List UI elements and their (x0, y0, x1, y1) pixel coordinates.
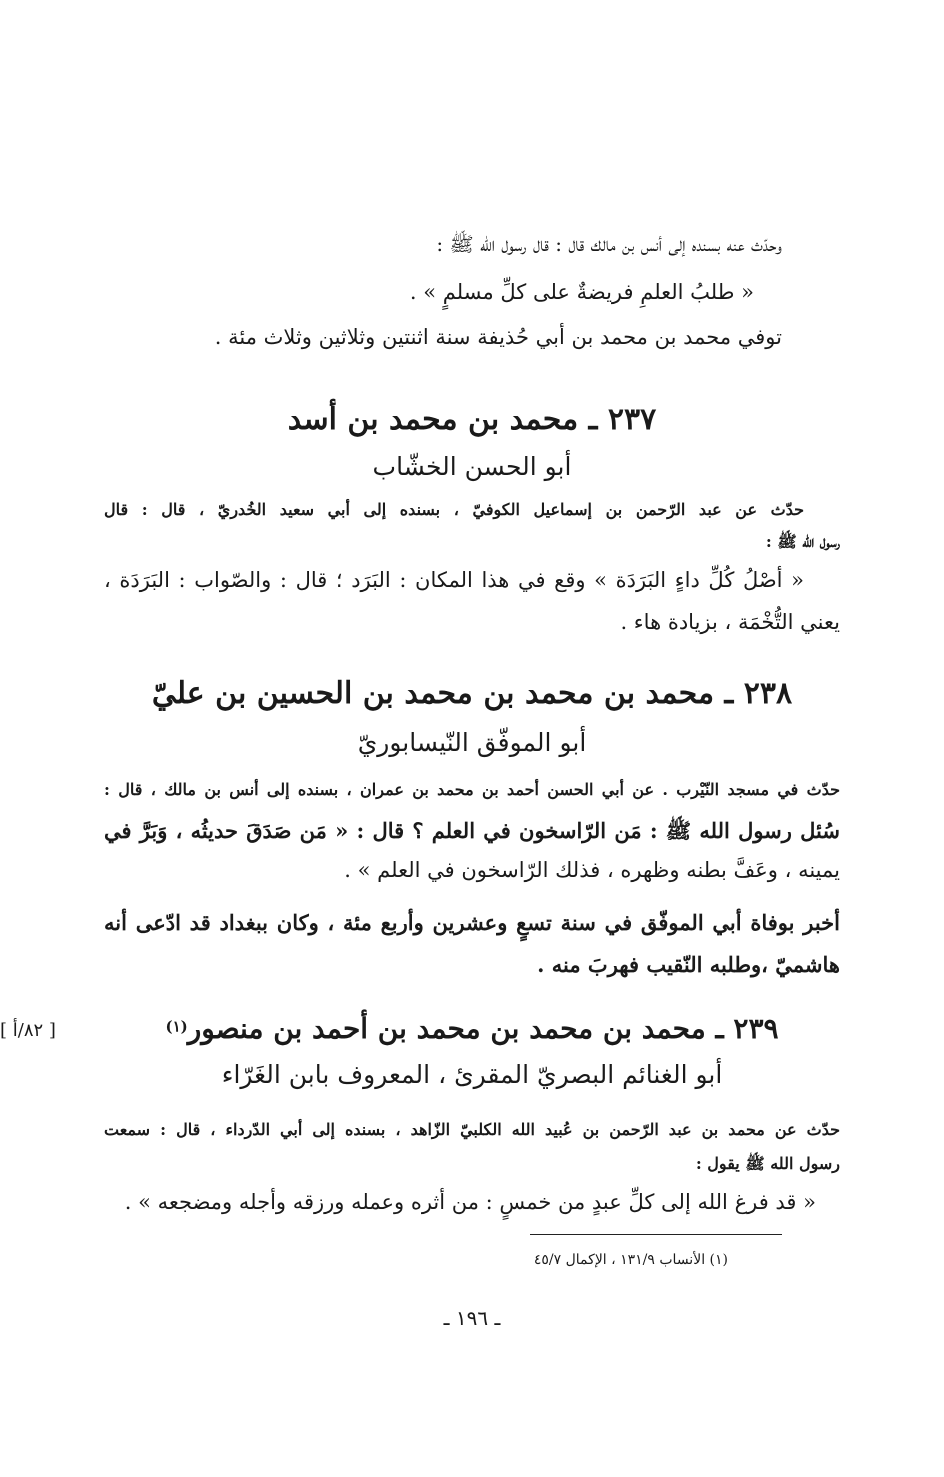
entry-238-heading: ٢٣٨ ـ محمد بن محمد بن محمد بن الحسين بن عليّ (151, 676, 793, 711)
footnote-text: (١) الأنساب ١٣١/٩ ، الإكمال ٤٥/٧ (533, 1252, 728, 1268)
entry-237-line-2: رسول الله ﷺ : (765, 532, 840, 551)
footnote-marker: (١) (165, 1017, 188, 1036)
entry-239-kunya: أبو الغنائم البصريّ المقرئ ، المعروف بابن الغَرّاء (221, 1060, 723, 1089)
entry-238-line-2: سُئل رسول الله ﷺ : مَن الرّاسخون في العلم ؟ قال : « مَن صَدَقَ حديثُه ، وَبَرَّ في (104, 818, 840, 843)
entry-237-line-4: يعني التُّخْمَة ، بزيادة هاء . (620, 610, 840, 634)
entry-237-line-1: حدّث عن عبد الرّحمن بن إسماعيل الكوفيّ ، بسنده إلى أبي سعيد الخُدريّ ، قال : قال (104, 500, 804, 519)
entry-238-line-1: حدّث في مسجد النّيْرب . عن أبي الحسن أحمد بن محمد بن عمران ، بسنده إلى أنس بن مالك ، قال : (104, 780, 840, 799)
footnote-separator (530, 1234, 782, 1235)
entry-238-line-4: أخبر بوفاة أبي الموفّق في سنة تسعٍ وعشرين وأربع مئة ، وكان ببغداد قد ادّعى أنه (104, 910, 840, 935)
entry-239-heading: ٢٣٩ ـ محمد بن محمد بن محمد بن أحمد بن منصور (187, 1012, 779, 1045)
entry-238-kunya: أبو الموفّق النّيسابوريّ (357, 728, 587, 757)
entry-238-line-3: يمينه ، وعَفَّ بطنه وظهره ، فذلك الرّاسخون في العلم » . (344, 858, 840, 882)
prev-entry-death-note: توفي محمد بن محمد بن أبي حُذيفة سنة اثنتين وثلاثين وثلاث مئة . (214, 325, 782, 349)
page-number: ـ ١٩٦ ـ (443, 1306, 501, 1330)
entry-237-hadith: « أصْلُ كُلِّ داءٍ البَرَدَة » وقع في هذا المكان : البَرَد ؛ قال : والصّواب : البَرَدَة ، (104, 568, 804, 592)
entry-239-hadith: « قد فرغ الله إلى كلِّ عبدٍ من خمسٍ : من أثره وعمله ورزقه وأجله ومضجعه » . (124, 1190, 816, 1214)
entry-239-line-2: رسول الله ﷺ يقول : (695, 1154, 840, 1173)
entry-238-line-5: هاشميّ ،وطلبه النّقيب فهربَ منه . (537, 952, 840, 977)
folio-marker: [ ٨٢/أ ] (0, 1020, 56, 1041)
entry-237-kunya: أبو الحسن الخشّاب (372, 452, 572, 481)
prev-entry-hadith: « طلبُ العلمِ فريضةٌ على كلِّ مسلمٍ » . (409, 280, 754, 304)
entry-237-heading: ٢٣٧ ـ محمد بن محمد بن أسد (287, 402, 657, 437)
prev-entry-line-1: وحدّث عنه بسنده إلى أنس بن مالك قال : قال رسول الله ﷺ : (436, 232, 782, 256)
entry-239-line-1: حدّث عن محمد بن عبد الرّحمن بن عُبيد الله الكلبيّ الزّاهد ، بسنده إلى أبي الدّرداء ، قال : سمعت (104, 1120, 840, 1139)
